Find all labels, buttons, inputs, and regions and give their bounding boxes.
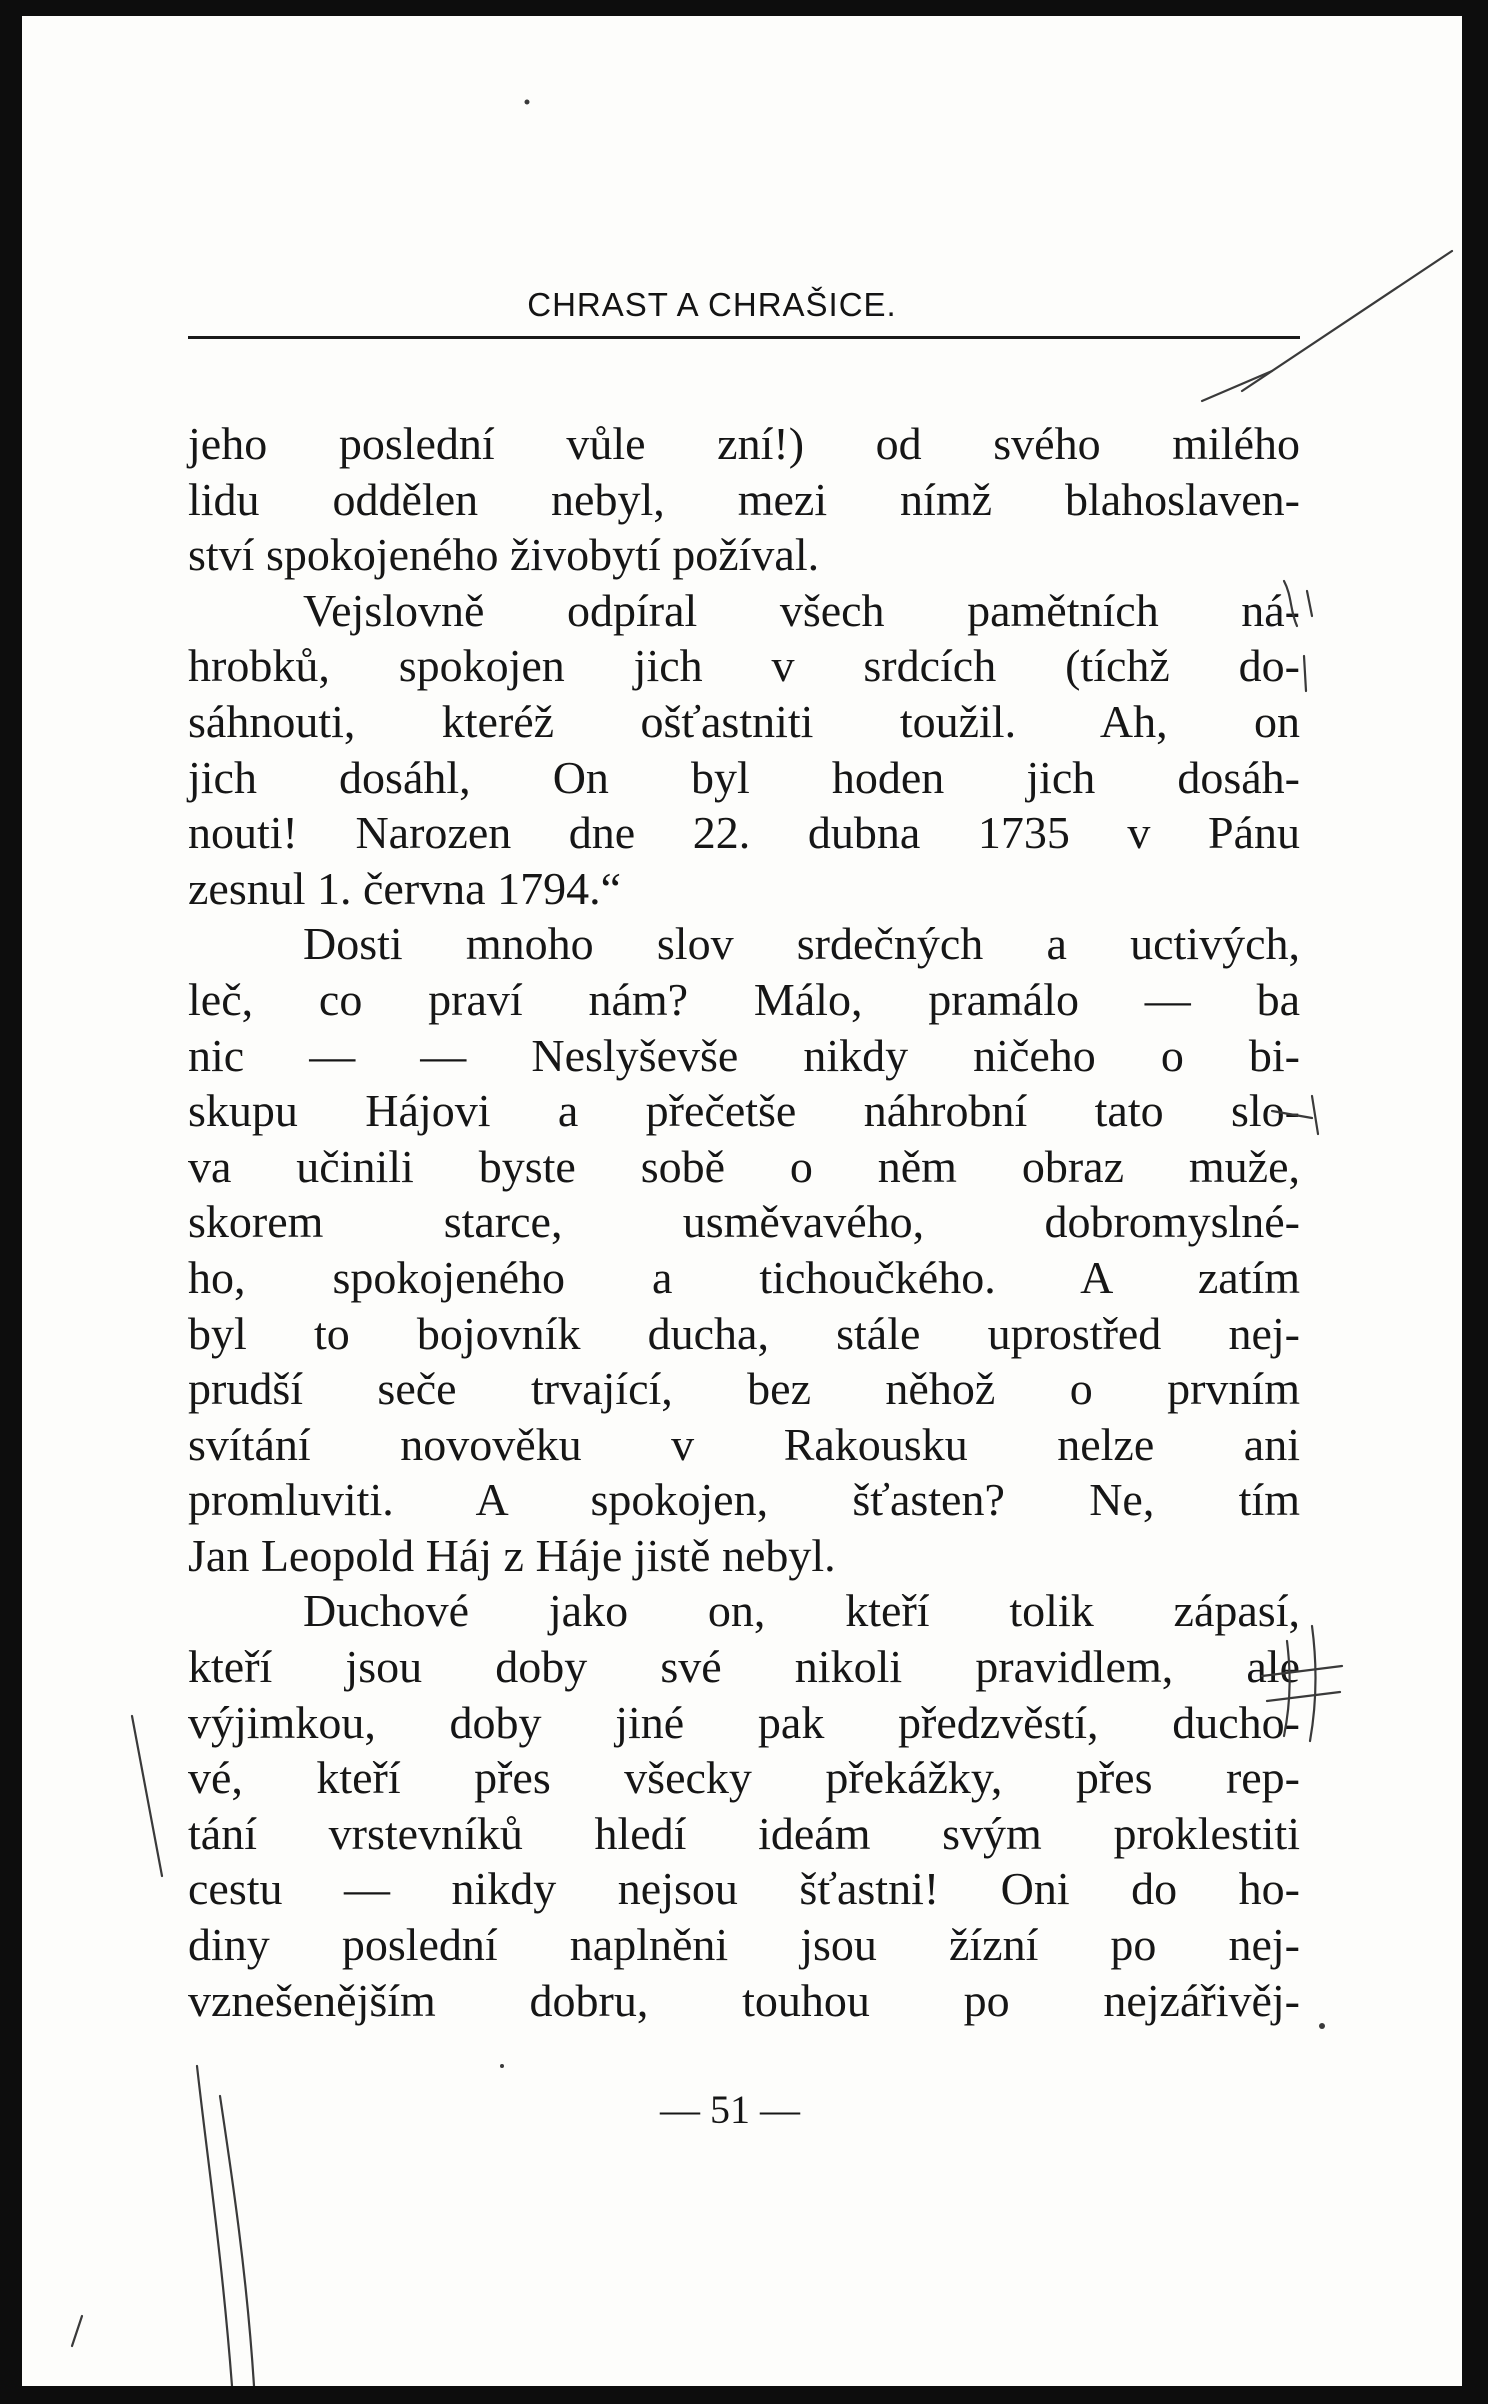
text-line: zesnul 1. června 1794.“ [188, 862, 622, 914]
text-line: kteří jsou doby své nikoli pravidlem, ale [188, 1641, 1300, 1693]
text-line: Duchové jako on, kteří tolik zápasí, [303, 1585, 1300, 1637]
text-line: promluviti. A spokojen, šťasten? Ne, tím [188, 1474, 1300, 1526]
text-line: Dosti mnoho slov srdečných a uctivých, [303, 918, 1300, 970]
text-line: skupu Hájovi a přečetše náhrobní tato slo- [188, 1085, 1300, 1137]
pencil-bracket-mark [1307, 591, 1312, 616]
text-line: výjimkou, doby jiné pak předzvěstí, ducho- [188, 1696, 1300, 1748]
pencil-margin-line [220, 2096, 254, 2386]
text-line: byl to bojovník ducha, stále uprostřed nej- [188, 1307, 1300, 1359]
text-line: lidu oddělen nebyl, mezi nímž blahoslaven- [188, 473, 1300, 525]
text-line: diny poslední naplněni jsou žízní po nej- [188, 1919, 1300, 1971]
text-line: skorem starce, usměvavého, dobromyslné- [188, 1196, 1300, 1248]
text-line: ho, spokojeného a tichoučkého. A zatím [188, 1251, 1300, 1303]
text-line: svítání novověku v Rakousku nelze ani [188, 1418, 1300, 1470]
header-rule [188, 336, 1300, 339]
body-text [188, 416, 1300, 2028]
pencil-bracket-mark [1304, 656, 1306, 691]
text-line: Jan Leopold Háj z Háje jistě nebyl. [188, 1529, 836, 1581]
text-line: vé, kteří přes všecky překážky, přes rep- [188, 1752, 1300, 1804]
text-line: jeho poslední vůle zní!) od svého milého [188, 418, 1300, 469]
pencil-dot [525, 100, 530, 105]
text-line: ství spokojeného živobytí požíval. [188, 529, 820, 581]
text-line: sáhnouti, kteréž ošťastniti toužil. Ah, on [188, 695, 1300, 747]
text-line: nic — — Neslyševše nikdy ničeho o bi- [188, 1029, 1300, 1081]
text-line: hrobků, spokojen jich v srdcích (tíchž do- [188, 640, 1300, 692]
text-line: va učinili byste sobě o něm obraz muže, [188, 1140, 1300, 1192]
pencil-corner-mark [72, 2316, 82, 2346]
text-line: cestu — nikdy nejsou šťastni! Oni do ho- [188, 1863, 1300, 1915]
text-line: Vejslovně odpíral všech pamětních ná- [303, 584, 1300, 636]
page-number: — 51 — [660, 2087, 800, 2132]
pencil-margin-line [132, 1716, 162, 1876]
text-line: nouti! Narozen dne 22. dubna 1735 v Pánu [188, 807, 1300, 859]
text-line: prudší seče trvající, bez něhož o prvním [188, 1363, 1300, 1415]
pencil-dot [1319, 2023, 1325, 2029]
text-line: tání vrstevníků hledí ideám svým proklestiti [188, 1807, 1300, 1859]
text-line: vznešenějším dobru, touhou po nejzářivěj- [188, 1974, 1300, 2026]
book-page [22, 16, 1462, 2386]
pencil-dash-mark [1312, 1096, 1318, 1134]
text-line: jich dosáhl, On byl hoden jich dosáh- [188, 751, 1300, 803]
pencil-diagonal-mark [1202, 371, 1272, 401]
pencil-dot [500, 2064, 504, 2068]
pencil-hash-mark [1310, 1626, 1316, 1741]
text-line: leč, co praví nám? Málo, pramálo — ba [188, 973, 1300, 1025]
running-title: CHRAST A CHRAŠICE. [527, 286, 897, 323]
